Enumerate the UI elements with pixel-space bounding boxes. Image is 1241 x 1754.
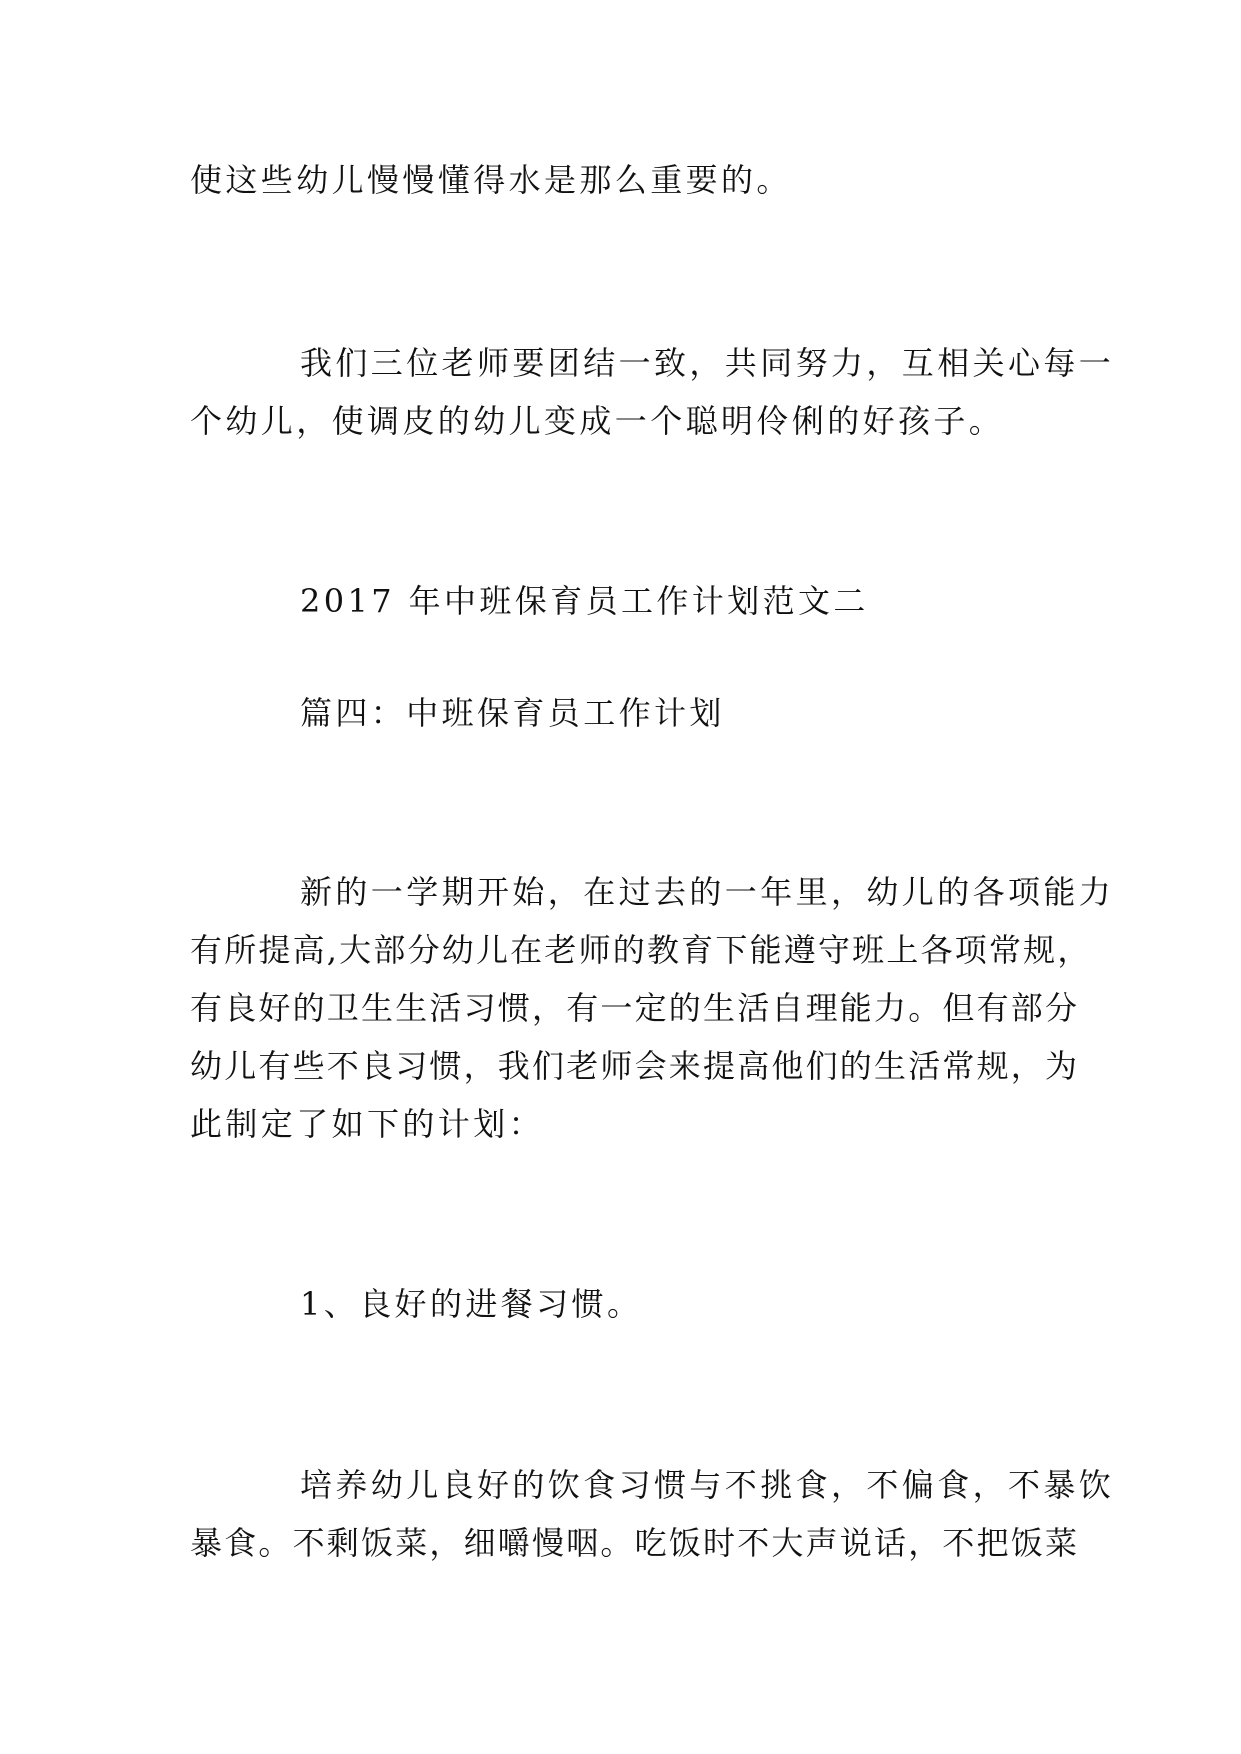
paragraph-line: 此制定了如下的计划： — [190, 1105, 545, 1143]
section-heading: 篇四：中班保育员工作计划 — [300, 694, 725, 732]
paragraph-line: 使这些幼儿慢慢懂得水是那么重要的。 — [190, 161, 792, 199]
paragraph-line: 培养幼儿良好的饮食习惯与不挑食，不偏食，不暴饮 — [300, 1466, 1115, 1504]
paragraph-line: 暴食。不剩饭菜，细嚼慢咽。吃饭时不大声说话，不把饭菜 — [190, 1524, 1080, 1562]
paragraph-line: 幼儿有些不良习惯，我们老师会来提高他们的生活常规，为 — [190, 1047, 1080, 1085]
paragraph-line: 我们三位老师要团结一致，共同努力，互相关心每一 — [300, 344, 1115, 382]
section-title: 2017 年中班保育员工作计划范文二 — [300, 582, 869, 620]
paragraph-line: 有所提高,大部分幼儿在老师的教育下能遵守班上各项常规， — [190, 931, 1092, 969]
paragraph-line: 有良好的卫生生活习惯，有一定的生活自理能力。但有部分 — [190, 989, 1080, 1027]
list-item-heading: 1、良好的进餐习惯。 — [300, 1285, 643, 1323]
paragraph-line: 新的一学期开始，在过去的一年里，幼儿的各项能力 — [300, 873, 1115, 911]
paragraph-line: 个幼儿，使调皮的幼儿变成一个聪明伶俐的好孩子。 — [190, 402, 1005, 440]
